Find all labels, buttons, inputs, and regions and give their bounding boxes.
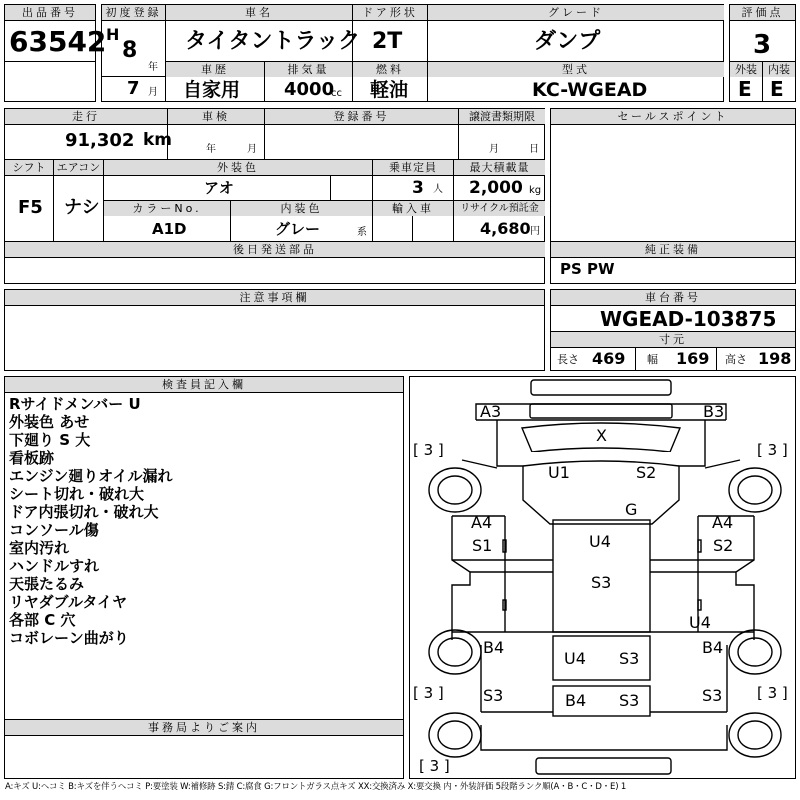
chassis-label: 車台番号	[551, 290, 795, 305]
door-label: ドア形状	[353, 5, 427, 20]
remark-line: シート切れ・破れ大	[9, 485, 145, 503]
damage-mark: S1	[472, 536, 493, 555]
ext-color: アオ	[204, 179, 234, 197]
height: 198	[758, 349, 792, 368]
history: 自家用	[183, 79, 241, 101]
history-label: 車歴	[166, 62, 264, 77]
damage-mark: A4	[712, 513, 734, 532]
damage-mark: B4	[483, 638, 505, 657]
remarks-list	[9, 395, 399, 647]
chassis-number: WGEAD-103875	[600, 307, 777, 331]
transfer-day-unit: 日	[529, 144, 539, 155]
remark-line: ドア内張切れ・破れ大	[9, 503, 159, 521]
width-label: 幅	[647, 353, 658, 366]
legend: A:キズ U:ヘコミ B:キズを伴うヘコミ P:要塗装 W:補修跡 S:錆 C:腐食 G:フロントガラス点キズ XX:交換済み X:要交換 内・外装評価 5段階ランク順(A・B・C・D・E) 1	[5, 782, 627, 792]
inspection-year-unit: 年	[206, 144, 216, 155]
remark-line: リヤダブルタイヤ	[9, 593, 128, 611]
fuel: 軽油	[370, 79, 409, 101]
import-label: 輸入車	[373, 201, 453, 216]
tire-tread-label: [ 3 ]	[413, 684, 444, 702]
tire-tread-label: [ 3 ]	[419, 757, 450, 775]
transfer-month-unit: 月	[489, 144, 499, 155]
remark-line: 外装色 あせ	[9, 413, 90, 431]
later-parts-label: 後日発送部品	[5, 242, 545, 257]
interior-label: 内装	[763, 62, 795, 77]
max-load-label: 最大積載量	[454, 160, 545, 175]
color-no-label: カラーNo.	[104, 201, 230, 216]
damage-mark: U4	[564, 649, 586, 668]
damage-mark: G	[625, 500, 638, 519]
width: 169	[676, 349, 710, 368]
inspector-label: 検査員記入欄	[5, 377, 403, 392]
damage-mark: U4	[689, 613, 711, 632]
remark-line: コボレーン曲がり	[9, 629, 129, 647]
int-color-suffix: 系	[357, 227, 367, 238]
inspection-month-unit: 月	[247, 144, 257, 155]
remark-line: 天張たるみ	[9, 575, 85, 593]
reg-year: 8	[122, 38, 138, 63]
mileage-unit: km	[143, 130, 173, 150]
max-load: 2,000	[469, 178, 523, 198]
capacity: 3	[412, 178, 424, 198]
int-color-label: 内装色	[231, 201, 372, 216]
genuine-label: 純正装備	[551, 242, 795, 257]
grade: ダンプ	[534, 29, 601, 54]
recycle-unit: 円	[530, 226, 540, 237]
displacement: 4000	[284, 79, 335, 100]
shift: F5	[18, 197, 43, 218]
damage-mark: S3	[619, 649, 640, 668]
damage-mark: S2	[713, 536, 734, 555]
remark-line: 室内汚れ	[9, 539, 70, 557]
mileage-label: 走行	[5, 109, 167, 124]
tire-tread-label: [ 3 ]	[413, 441, 444, 459]
era: H	[106, 25, 120, 44]
capacity-unit: 人	[433, 184, 443, 195]
reg-month: 7	[127, 78, 140, 99]
length: 469	[592, 349, 626, 368]
damage-mark: B4	[702, 638, 724, 657]
inspection-label: 車検	[168, 109, 264, 124]
reg-month-unit: 月	[148, 87, 158, 98]
damage-mark: A4	[471, 513, 493, 532]
damage-mark: U1	[548, 463, 570, 482]
height-label: 高さ	[725, 353, 747, 366]
lot-number: 63542	[9, 25, 107, 58]
damage-mark: S2	[636, 463, 657, 482]
car-name: タイタントラック	[185, 29, 361, 54]
max-load-unit: kg	[529, 185, 542, 196]
remark-line: Rサイドメンバー U	[9, 395, 141, 413]
lot-label: 出品番号	[5, 5, 95, 20]
damage-mark: X	[596, 426, 607, 445]
recycle-fee: 4,680	[480, 219, 531, 238]
interior-grade: E	[770, 77, 784, 101]
tire-tread-label: [ 3 ]	[757, 684, 788, 702]
transfer-label: 譲渡書類期限	[459, 109, 545, 124]
fuel-label: 燃料	[353, 62, 427, 77]
damage-mark: S3	[483, 686, 504, 705]
remark-line: 下廻り S 大	[9, 431, 91, 449]
car-name-label: 車名	[166, 5, 352, 20]
damage-mark: B4	[565, 691, 587, 710]
model: KC-WGEAD	[532, 79, 648, 101]
model-label: 型式	[428, 62, 724, 77]
grade-label: グレード	[428, 5, 724, 20]
damage-mark: B3	[703, 402, 725, 421]
remark-line: 看板跡	[9, 449, 55, 467]
shift-label: シフト	[5, 160, 53, 175]
remark-line: コンソール傷	[9, 521, 99, 539]
damage-mark: S3	[619, 691, 640, 710]
damage-mark: A3	[480, 402, 502, 421]
aircon: ナシ	[64, 197, 100, 218]
length-label: 長さ	[557, 353, 579, 366]
remark-line: ハンドルすれ	[9, 557, 100, 575]
registration-label: 登録番号	[265, 109, 458, 124]
damage-mark: S3	[702, 686, 723, 705]
score-label: 評価点	[730, 5, 795, 20]
dimensions-label: 寸元	[551, 332, 795, 347]
exterior-grade: E	[738, 77, 752, 101]
displacement-label: 排気量	[265, 62, 352, 77]
score: 3	[753, 30, 772, 60]
office-label: 事務局よりご案内	[5, 720, 403, 735]
damage-mark: S3	[591, 573, 612, 592]
genuine-equipment: PS PW	[560, 260, 615, 278]
displacement-unit: cc	[331, 88, 342, 99]
reg-year-unit: 年	[148, 62, 158, 73]
remark-line: 各部 C 穴	[9, 611, 76, 629]
damage-mark: U4	[589, 532, 611, 551]
tire-tread-label: [ 3 ]	[757, 441, 788, 459]
mileage: 91,302	[65, 130, 135, 151]
int-color: グレー	[275, 220, 321, 238]
remark-line: エンジン廻りオイル漏れ	[9, 467, 173, 485]
first-reg-label: 初度登録	[102, 5, 165, 20]
sales-point-label: セールスポイント	[551, 109, 795, 124]
notes-label: 注意事項欄	[5, 290, 544, 305]
color-no: A1D	[152, 220, 187, 238]
exterior-label: 外装	[730, 62, 762, 77]
door-type: 2T	[372, 29, 403, 54]
recycle-label: リサイクル預託金	[454, 201, 545, 216]
capacity-label: 乗車定員	[373, 160, 453, 175]
ext-color-label: 外装色	[104, 160, 372, 175]
aircon-label: エアコン	[54, 160, 103, 175]
